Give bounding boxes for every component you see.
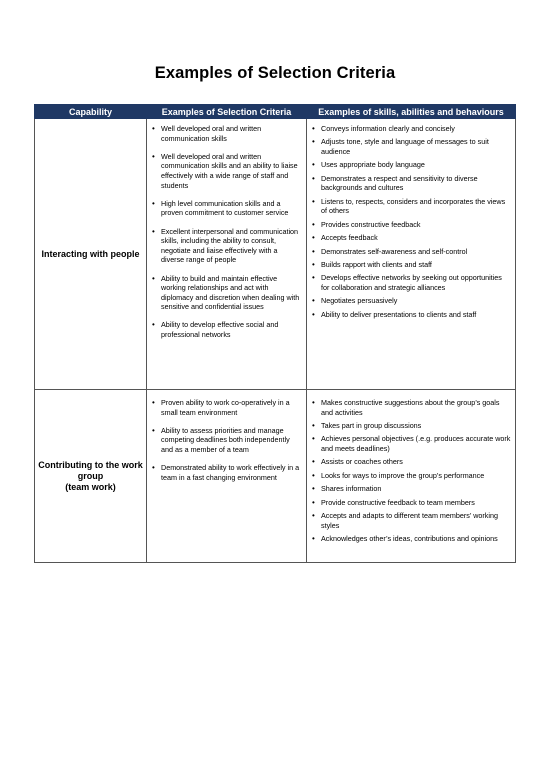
criteria-list — [147, 119, 306, 344]
list-item: • Shares information — [307, 484, 511, 494]
list-item: • Looks for ways to improve the group’s performance — [307, 471, 511, 481]
list-item: • Accepts feedback — [307, 233, 511, 243]
list-item: • Develops effective networks by seeking out opportunities for collaboration and strategic alliances — [307, 273, 511, 292]
list-item: • Proven ability to work co-operatively in a small team environment — [147, 398, 302, 417]
skills-list — [307, 390, 515, 548]
page-title: Examples of Selection Criteria — [154, 64, 396, 82]
list-item: • Provide constructive feedback to team members — [307, 498, 511, 508]
list-item: • Demonstrates self-awareness and self-control — [307, 247, 511, 257]
list-item: • Acknowledges other’s ideas, contributions and opinions — [307, 534, 511, 544]
capability-cell — [35, 119, 147, 390]
list-item: • Uses appropriate body language — [307, 160, 511, 170]
list-item: • Takes part in group discussions — [307, 421, 511, 431]
list-item: • High level communication skills and a proven commitment to customer service — [147, 199, 302, 218]
header-skills: Examples of skills, abilities and behaviours — [307, 105, 516, 119]
capability-label: Contributing to the work — [38, 459, 143, 470]
list-item: • Ability to assess priorities and manage competing deadlines both independently and as a member of a team — [147, 426, 302, 455]
list-item: • Excellent interpersonal and communication skills, including the ability to consult, negotiate and liaise effectively with a diverse range of people — [147, 227, 302, 265]
capability-cell — [35, 390, 147, 563]
skills-cell — [307, 390, 516, 563]
list-item: • Provides constructive feedback — [307, 220, 511, 230]
table-row — [35, 119, 516, 390]
list-item: • Ability to build and maintain effective working relationships and act with diplomacy and discretion when dealing with sensitive and confidential issues — [147, 274, 302, 312]
criteria-cell — [147, 390, 307, 563]
list-item: • Conveys information clearly and concisely — [307, 124, 511, 134]
selection-criteria-table — [34, 104, 516, 563]
capability-label: (team work) — [65, 481, 116, 492]
skills-cell — [307, 119, 516, 390]
list-item: • Demonstrated ability to work effectively in a team in a fast changing environment — [147, 463, 302, 482]
list-item: • Ability to deliver presentations to clients and staff — [307, 310, 511, 320]
list-item: • Listens to, respects, considers and incorporates the views of others — [307, 197, 511, 216]
list-item: • Makes constructive suggestions about the group’s goals and activities — [307, 398, 511, 417]
list-item: • Demonstrates a respect and sensitivity to diverse backgrounds and cultures — [307, 174, 511, 193]
list-item: • Well developed oral and written communication skills and an ability to liaise effectively with a wide range of staff and students — [147, 152, 302, 190]
header-criteria: Examples of Selection Criteria — [147, 105, 307, 119]
header-capability: Capability — [35, 105, 147, 119]
list-item: • Assists or coaches others — [307, 457, 511, 467]
list-item: • Achieves personal objectives (.e.g. produces accurate work and meets deadlines) — [307, 434, 511, 453]
list-item: • Accepts and adapts to different team members’ working styles — [307, 511, 511, 530]
criteria-list — [147, 390, 306, 486]
skills-list — [307, 119, 515, 323]
table-header-row — [35, 105, 516, 119]
capability-label: Interacting with people — [41, 248, 140, 259]
list-item: • Adjusts tone, style and language of messages to suit audience — [307, 137, 511, 156]
criteria-cell — [147, 119, 307, 390]
capability-label: group — [77, 470, 104, 481]
list-item: • Well developed oral and written communication skills — [147, 124, 302, 143]
list-item: • Builds rapport with clients and staff — [307, 260, 511, 270]
list-item: • Ability to develop effective social and professional networks — [147, 320, 302, 339]
table-row — [35, 390, 516, 563]
list-item: • Negotiates persuasively — [307, 296, 511, 306]
